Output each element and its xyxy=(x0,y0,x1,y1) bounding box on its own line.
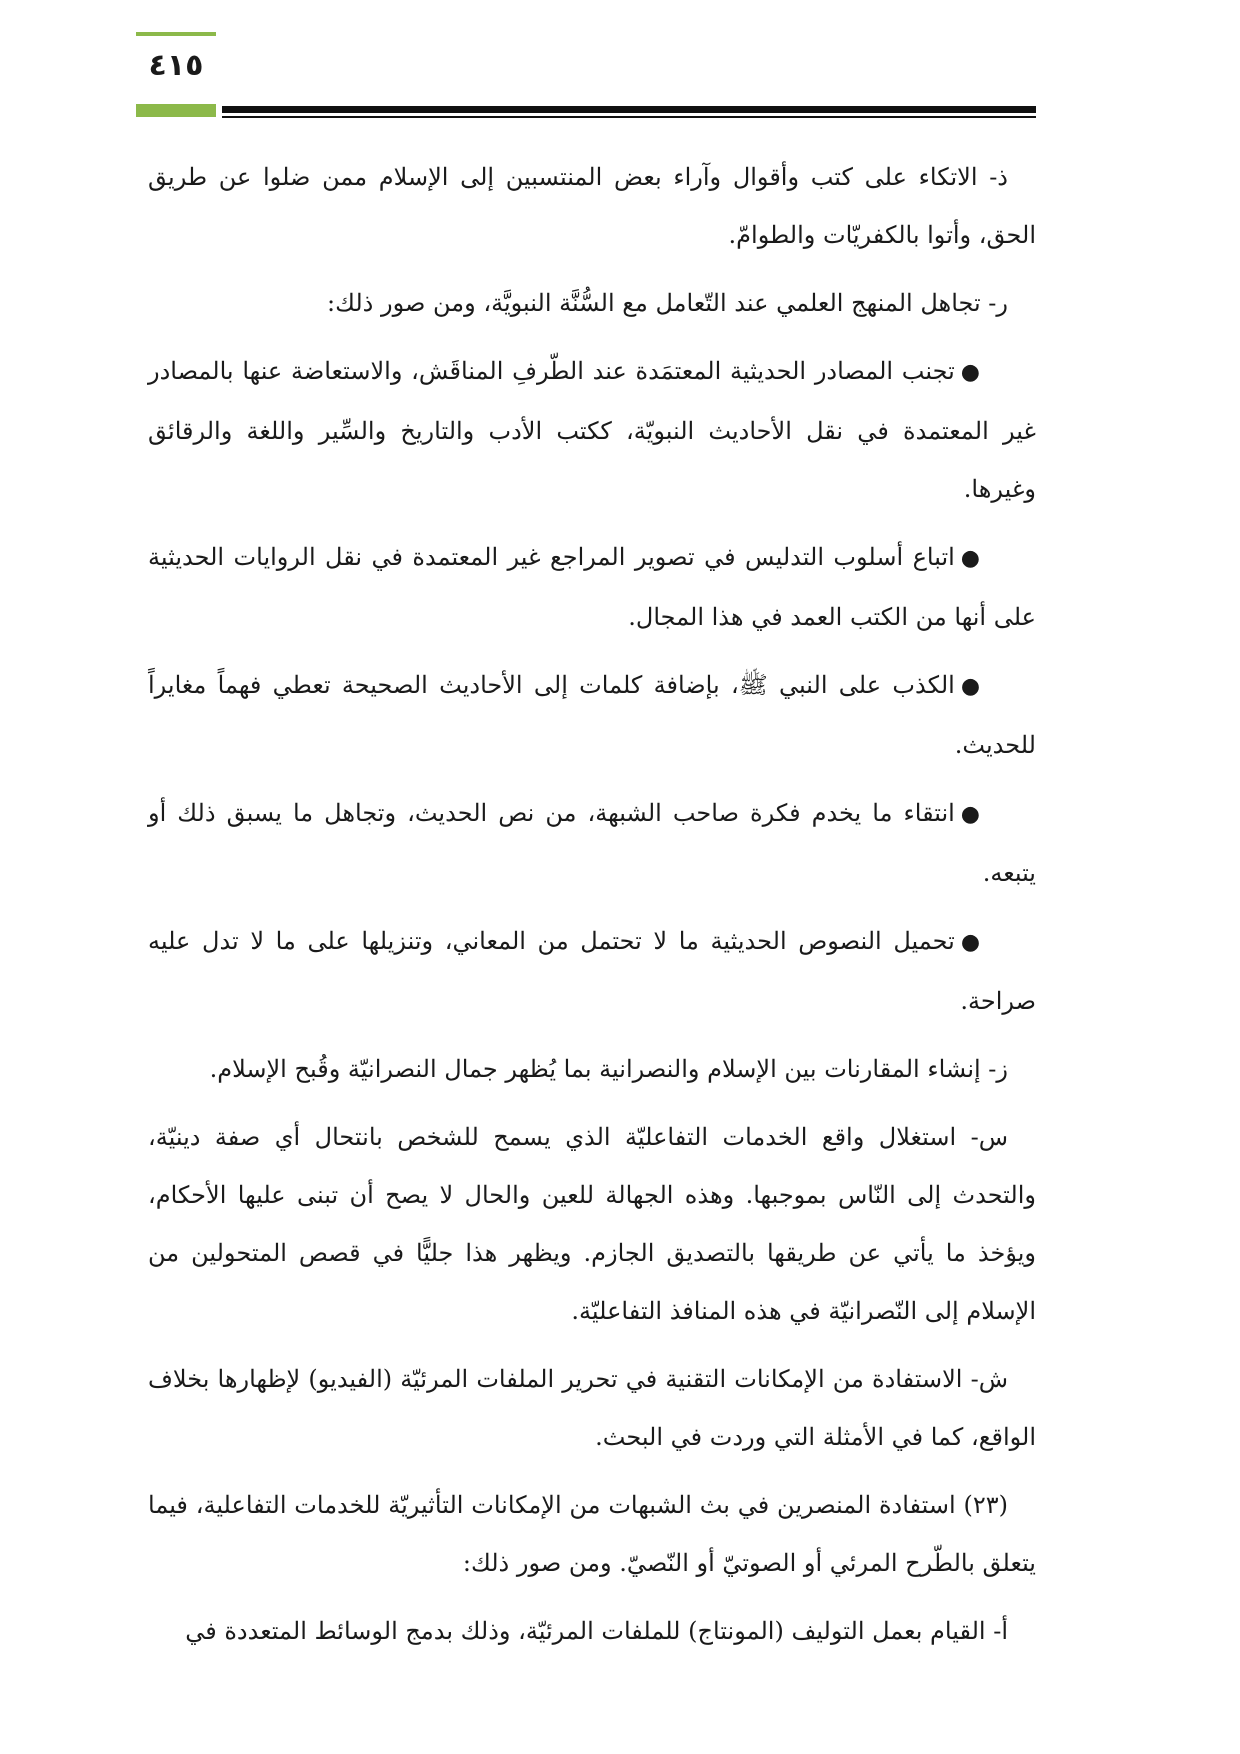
paragraph-sin: س- استغلال واقع الخدمات التفاعليّة الذي يسمح للشخص بانتحال أي صفة دينيّة، والتحدث إلى النّاس بموجبها. وهذه الجهالة للعين والحال لا يصح أن تبنى عليها الأحكام، ويؤخذ ما يأتي عن طريقها بالتصديق الجازم. ويظهر هذا جليًّا في قصص المتحولين من الإسلام إلى النّصرانيّة في هذه المنافذ التفاعليّة. xyxy=(148,1123,1036,1325)
bullet-text: انتقاء ما يخدم فكرة صاحب الشبهة، من نص الحديث، وتجاهل ما يسبق ذلك أو يتبعه. xyxy=(148,799,1036,887)
bullet-text: الكذب على النبي ﷺ، بإضافة كلمات إلى الأحاديث الصحيحة تعطي فهماً مغايراً للحديث. xyxy=(148,671,1036,759)
paragraph-shin: ش- الاستفادة من الإمكانات التقنية في تحرير الملفات المرئيّة (الفيديو) لإظهارها بخلاف الواقع، كما في الأمثلة التي وردت في البحث. xyxy=(148,1365,1036,1451)
paragraph-23: (٢٣) استفادة المنصرين في بث الشبهات من الإمكانات التأثيريّة للخدمات التفاعلية، فيما يتعلق بالطّرح المرئي أو الصوتيّ أو النّصيّ. ومن صور ذلك: xyxy=(148,1491,1036,1577)
bullet-item xyxy=(148,656,1036,774)
bullet-text: اتباع أسلوب التدليس في تصوير المراجع غير المعتمدة في نقل الروايات الحديثية على أنها من الكتب العمد في هذا المجال. xyxy=(148,543,1036,631)
header-rule-thin xyxy=(222,116,1036,118)
bullet-item xyxy=(148,342,1036,518)
bullet-item xyxy=(148,528,1036,646)
bullet-icon: ● xyxy=(960,674,981,699)
page-number-accent-bottom xyxy=(136,104,216,117)
bullet-icon: ● xyxy=(960,802,980,827)
bullet-item xyxy=(148,912,1036,1030)
header-rule-thick xyxy=(222,106,1036,113)
body-text xyxy=(148,148,1036,1670)
bullet-icon: ● xyxy=(960,930,981,955)
paragraph-dhal: ذ- الاتكاء على كتب وأقوال وآراء بعض المنتسبين إلى الإسلام ممن ضلوا عن طريق الحق، وأتوا بالكفريّات والطوامّ. xyxy=(148,163,1036,249)
bullet-text: تجنب المصادر الحديثية المعتمَدة عند الطّرفِ المناقَش، والاستعاضة عنها بالمصادر غير المعتمدة في نقل الأحاديث النبويّة، ككتب الأدب والتاريخ والسِّير واللغة والرقائق وغيرها. xyxy=(148,357,1036,503)
page-number: ٤١٥ xyxy=(148,48,204,83)
bullet-icon: ● xyxy=(960,360,980,385)
bullet-text: تحميل النصوص الحديثية ما لا تحتمل من المعاني، وتنزيلها على ما لا تدل عليه صراحة. xyxy=(148,927,1036,1015)
paragraph-alif: أ- القيام بعمل التوليف (المونتاج) للملفات المرئيّة، وذلك بدمج الوسائط المتعددة في xyxy=(185,1617,1008,1645)
bullet-item xyxy=(148,784,1036,902)
paragraph-ra: ر- تجاهل المنهج العلمي عند التّعامل مع السُّنَّة النبويَّة، ومن صور ذلك: xyxy=(327,289,1008,317)
paragraph-zay: ز- إنشاء المقارنات بين الإسلام والنصرانية بما يُظهر جمال النصرانيّة وقُبح الإسلام. xyxy=(209,1055,1008,1083)
bullet-icon: ● xyxy=(960,546,980,571)
page-number-accent-top xyxy=(136,32,216,36)
